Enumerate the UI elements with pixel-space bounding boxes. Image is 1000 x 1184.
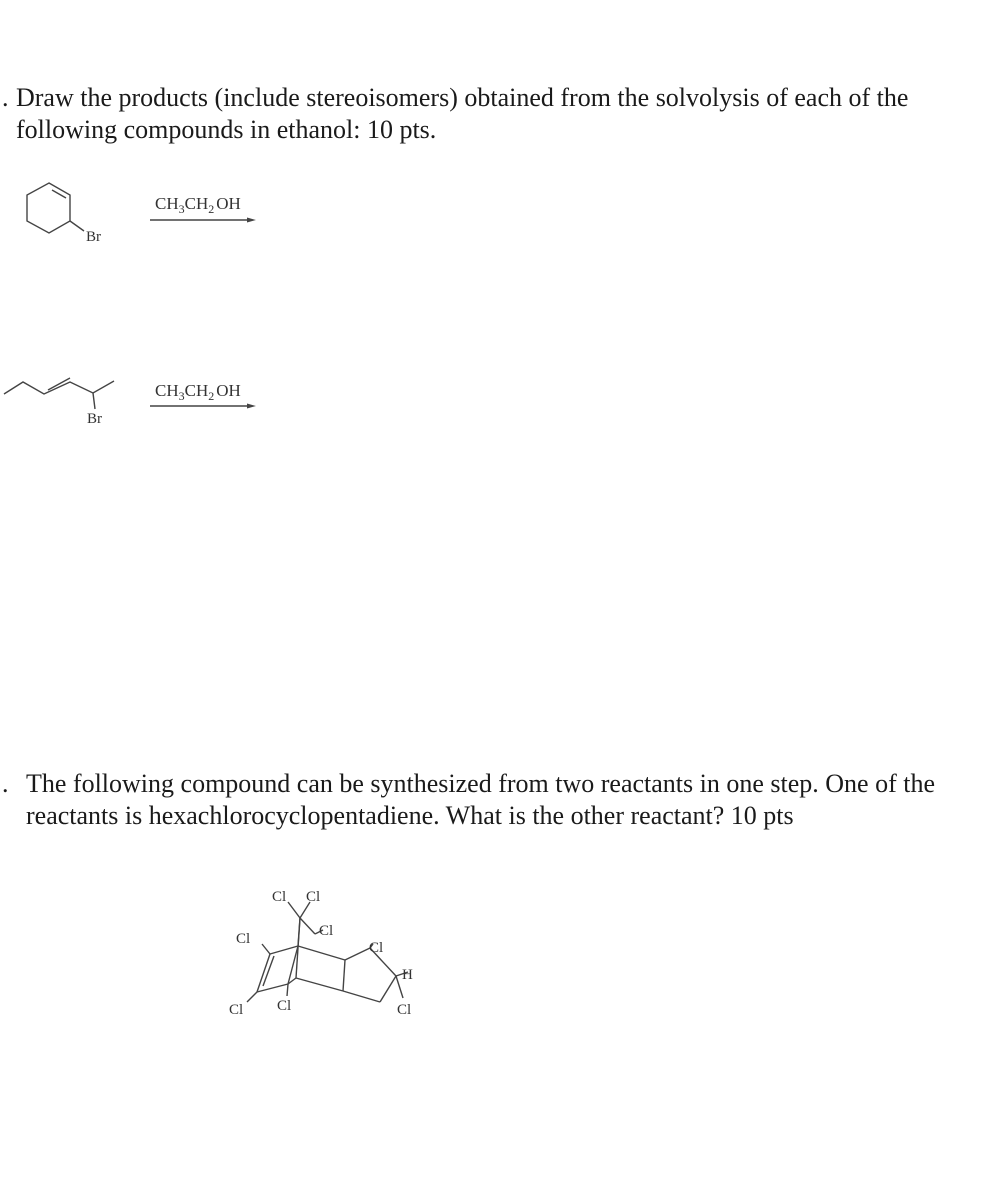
cl-label: Cl bbox=[236, 931, 251, 947]
bromo-label: Br bbox=[86, 229, 101, 245]
reagent-label: $CH_3CH_2$ OH bbox=[155, 194, 241, 216]
diels-alder-adduct bbox=[220, 880, 460, 1030]
cl-label: Cl bbox=[369, 940, 384, 956]
question-1-number: . bbox=[2, 83, 9, 112]
cl-label: Cl bbox=[272, 889, 287, 905]
allylic-bromide-structure bbox=[4, 378, 114, 427]
c-br-bond bbox=[70, 221, 84, 231]
bromo-label: Br bbox=[87, 411, 102, 427]
cl-label: Cl bbox=[306, 889, 321, 905]
reaction-arrow-head bbox=[247, 404, 256, 409]
question-2 bbox=[2, 768, 996, 832]
cl-label: Cl bbox=[319, 923, 334, 939]
cyclohexene-structure bbox=[27, 183, 101, 245]
cl-label: Cl bbox=[397, 1002, 412, 1018]
reaction-1-reagent bbox=[150, 194, 256, 223]
question-1 bbox=[2, 82, 982, 146]
c-br-bond bbox=[93, 393, 95, 409]
adduct-skeleton bbox=[247, 902, 408, 1002]
question-2-line-2: reactants is hexachlorocyclopentadiene. What is the other reactant? 10 pts bbox=[26, 801, 794, 830]
question-1-line-1: . Draw the products (include stereoisomers) obtained from the solvolysis of each of the bbox=[2, 83, 909, 112]
reagent-label: $CH_3CH_2$ OH bbox=[155, 381, 241, 403]
cyclohexene-ring bbox=[27, 183, 70, 233]
question-1-line-2: following compounds in ethanol: 10 pts. bbox=[16, 115, 437, 144]
reaction-2 bbox=[0, 365, 300, 435]
question-2-line-1: . The following compound can be synthesized from two reactants in one step. One of the bbox=[2, 769, 936, 798]
question-2-number: . bbox=[2, 769, 9, 798]
cl-label: Cl bbox=[277, 998, 292, 1014]
reaction-arrow-head bbox=[247, 218, 256, 223]
carbon-chain bbox=[4, 381, 114, 394]
cl-label: Cl bbox=[229, 1002, 244, 1018]
h-label: H bbox=[402, 967, 413, 983]
reaction-2-reagent bbox=[150, 381, 256, 409]
reaction-1 bbox=[0, 175, 300, 255]
